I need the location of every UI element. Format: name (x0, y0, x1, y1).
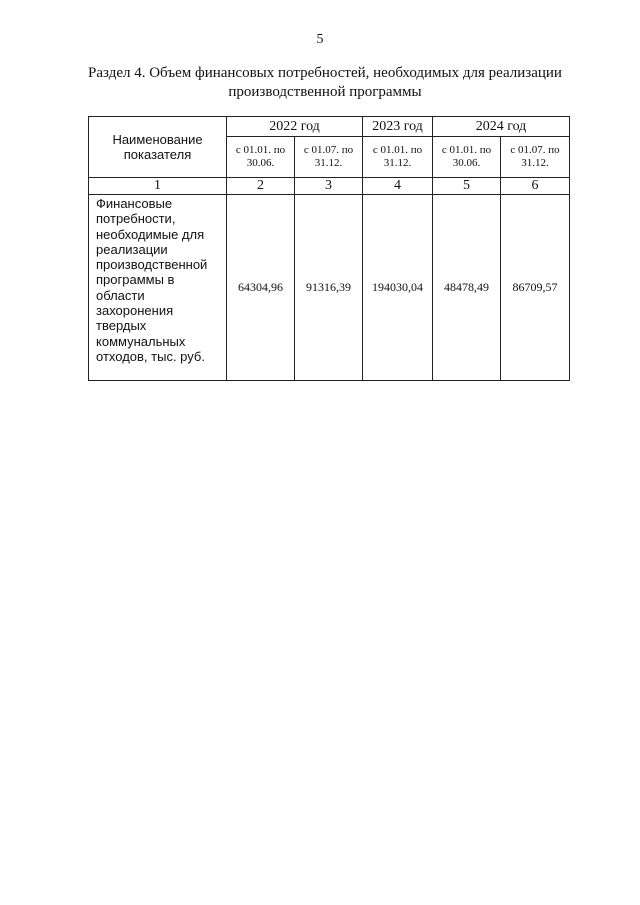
value-cell: 64304,96 (227, 195, 295, 381)
column-number: 1 (89, 178, 227, 195)
period-header: с 01.01. по 30.06. (227, 137, 295, 178)
value-cell: 194030,04 (363, 195, 433, 381)
indicator-name-header: Наименование показателя (89, 117, 227, 178)
column-number: 6 (501, 178, 570, 195)
page-number: 5 (316, 32, 324, 47)
period-header: с 01.07. по 31.12. (295, 137, 363, 178)
section-title: Раздел 4. Объем финансовых потребностей, необходимых для реализации производственной программы (88, 65, 562, 100)
column-number: 5 (433, 178, 501, 195)
value-cell: 91316,39 (295, 195, 363, 381)
indicator-label: Финансовые потребности, необходимые для реализации производственной программы в области захоронения твердых коммунальных отходов, тыс. руб. (89, 195, 227, 381)
table-row (89, 195, 570, 381)
financial-needs-table (88, 116, 570, 381)
year-header-2024: 2024 год (433, 117, 570, 137)
year-header-2022: 2022 год (227, 117, 363, 137)
period-header: с 01.01. по 31.12. (363, 137, 433, 178)
year-header-2023: 2023 год (363, 117, 433, 137)
period-header: с 01.07. по 31.12. (501, 137, 570, 178)
column-number: 4 (363, 178, 433, 195)
period-header: с 01.01. по 30.06. (433, 137, 501, 178)
column-number: 3 (295, 178, 363, 195)
column-number: 2 (227, 178, 295, 195)
value-cell: 86709,57 (501, 195, 570, 381)
value-cell: 48478,49 (433, 195, 501, 381)
